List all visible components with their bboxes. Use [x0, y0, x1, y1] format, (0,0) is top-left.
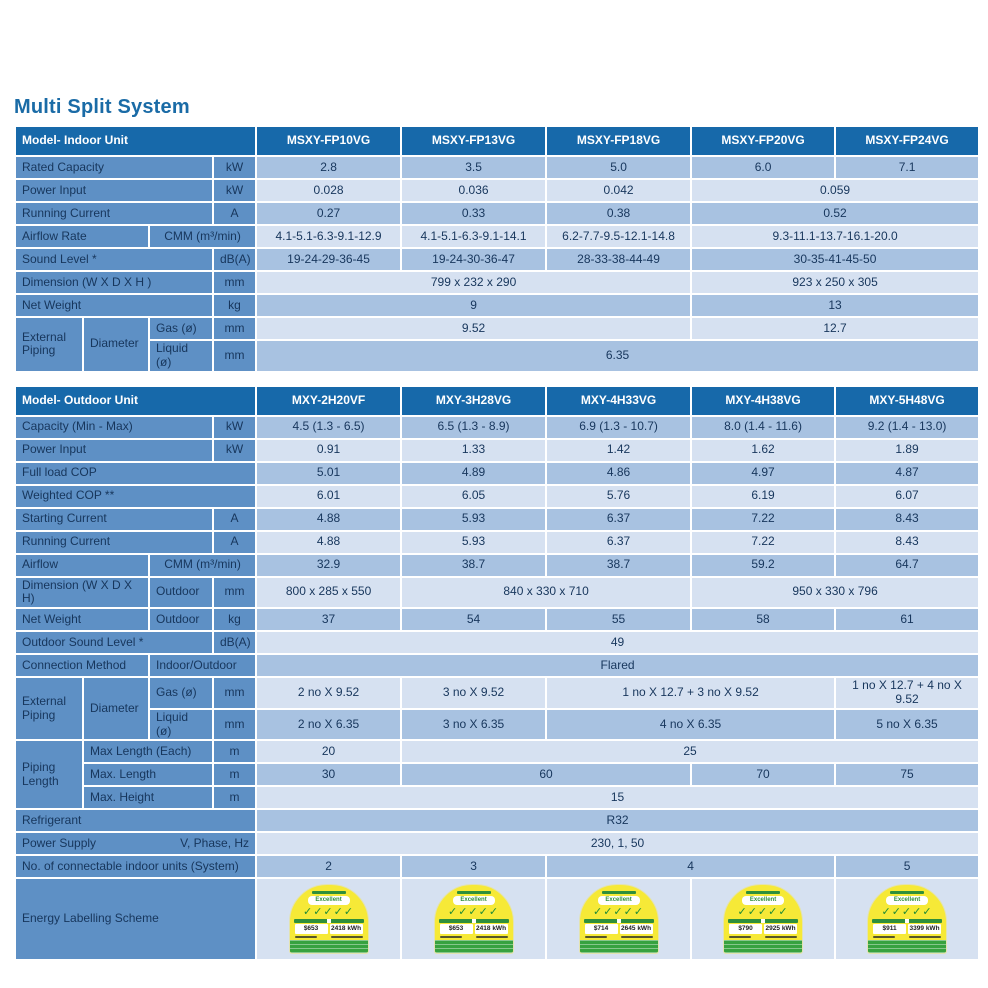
value-cell: 13	[691, 294, 979, 317]
row-label: Net Weight	[15, 608, 149, 631]
table-row	[15, 832, 979, 855]
value-cell: 20	[256, 740, 401, 763]
value-cell: 58	[691, 608, 835, 631]
value-cell: 9.52	[256, 317, 691, 340]
value-cell: 55	[546, 608, 691, 631]
table-row	[15, 809, 979, 832]
row-sub-label: Diameter	[83, 317, 149, 372]
indoor-model-header: MSXY-FP18VG	[546, 126, 691, 156]
table-row	[15, 439, 979, 462]
unit-label: m	[213, 763, 256, 786]
indoor-model-header: MSXY-FP13VG	[401, 126, 546, 156]
unit-label: kg	[213, 294, 256, 317]
energy-rating: Excellent	[453, 896, 495, 905]
row-label: Liquid (ø)	[149, 709, 213, 741]
table-row	[15, 225, 979, 248]
energy-scheme-header-bar	[746, 891, 780, 894]
energy-rating: Excellent	[742, 896, 784, 905]
unit-label: CMM (m³/min)	[149, 225, 256, 248]
energy-footer	[435, 940, 513, 953]
value-cell: 8.43	[835, 508, 979, 531]
value-cell: 6.37	[546, 531, 691, 554]
value-cell: 8.43	[835, 531, 979, 554]
value-cell: 3 no X 6.35	[401, 709, 546, 741]
row-label: Refrigerant	[15, 809, 256, 832]
table-row	[15, 654, 979, 677]
unit-label: mm	[213, 709, 256, 741]
value-cell: 4.1-5.1-6.3-9.1-14.1	[401, 225, 546, 248]
value-cell: 1.33	[401, 439, 546, 462]
energy-cost: $714	[585, 924, 618, 933]
checkmarks-icon: ✓✓✓✓✓	[593, 906, 645, 919]
value-cell: 0.028	[256, 179, 401, 202]
row-label: Gas (ø)	[149, 677, 213, 709]
value-cell: 70	[691, 763, 835, 786]
value-cell: 4.88	[256, 531, 401, 554]
table-row	[15, 340, 979, 372]
energy-label	[723, 884, 803, 954]
value-cell: 9	[256, 294, 691, 317]
energy-rating: Excellent	[886, 896, 928, 905]
energy-cost: $653	[440, 924, 473, 933]
value-cell: 6.2-7.7-9.5-12.1-14.8	[546, 225, 691, 248]
value-cell: 923 x 250 x 305	[691, 271, 979, 294]
value-cell: 6.9 (1.3 - 10.7)	[546, 416, 691, 439]
value-cell: 4.86	[546, 462, 691, 485]
unit-label: m	[213, 740, 256, 763]
value-cell: 12.7	[691, 317, 979, 340]
value-cell: 9.2 (1.4 - 13.0)	[835, 416, 979, 439]
value-cell: 59.2	[691, 554, 835, 577]
checkmarks-icon: ✓✓✓✓✓	[881, 906, 933, 919]
energy-scheme-header-bar	[312, 891, 346, 894]
value-cell: 60	[401, 763, 691, 786]
table-row	[15, 508, 979, 531]
value-cell: 5.01	[256, 462, 401, 485]
energy-fineprint	[729, 936, 797, 938]
energy-band	[728, 919, 798, 923]
table-row	[15, 608, 979, 631]
energy-scheme-header-bar	[602, 891, 636, 894]
value-cell: 30	[256, 763, 401, 786]
value-cell: 0.036	[401, 179, 546, 202]
outdoor-model-header: MXY-4H33VG	[546, 386, 691, 416]
value-cell: 6.01	[256, 485, 401, 508]
energy-band	[584, 919, 654, 923]
row-label: Running Current	[15, 531, 213, 554]
unit-label: m	[213, 786, 256, 809]
energy-footer	[290, 940, 368, 953]
value-cell: 1.62	[691, 439, 835, 462]
unit-label: dB(A)	[213, 631, 256, 654]
row-label: Connection Method	[15, 654, 149, 677]
value-cell: 0.042	[546, 179, 691, 202]
row-label: Sound Level *	[15, 248, 213, 271]
value-cell: 38.7	[546, 554, 691, 577]
row-group-label: External Piping	[15, 677, 83, 740]
unit-label: kW	[213, 156, 256, 179]
energy-band	[294, 919, 364, 923]
energy-consumption: 2645 kWh	[621, 925, 652, 933]
row-label: Energy Labelling Scheme	[15, 878, 256, 960]
row-label: Outdoor Sound Level *	[15, 631, 213, 654]
value-cell: 1 no X 12.7 + 4 no X 9.52	[835, 677, 979, 709]
table-row	[15, 554, 979, 577]
energy-rating: Excellent	[598, 896, 640, 905]
row-label: Liquid (ø)	[149, 340, 213, 372]
row-group-label: External Piping	[15, 317, 83, 372]
value-cell: 7.22	[691, 508, 835, 531]
energy-consumption: 2925 kWh	[765, 925, 796, 933]
value-cell: 38.7	[401, 554, 546, 577]
checkmarks-icon: ✓✓✓✓✓	[303, 906, 355, 919]
table-row	[15, 531, 979, 554]
value-cell: 5.0	[546, 156, 691, 179]
row-label: Net Weight	[15, 294, 213, 317]
outdoor-model-header: MXY-4H38VG	[691, 386, 835, 416]
table-row	[15, 855, 979, 878]
value-cell: 5.76	[546, 485, 691, 508]
table-row	[15, 317, 979, 340]
value-cell: 1.42	[546, 439, 691, 462]
unit-label: V, Phase, Hz	[180, 835, 250, 850]
unit-label: mm	[213, 577, 256, 609]
energy-label-cell	[256, 878, 401, 960]
outdoor-table-title: Model- Outdoor Unit	[15, 386, 256, 416]
unit-label: kW	[213, 416, 256, 439]
value-cell: 2 no X 6.35	[256, 709, 401, 741]
value-cell: Flared	[256, 654, 979, 677]
row-label: Power Input	[15, 179, 213, 202]
energy-footer	[580, 940, 658, 953]
value-cell: 5.93	[401, 531, 546, 554]
row-label: Rated Capacity	[15, 156, 213, 179]
value-cell: 6.05	[401, 485, 546, 508]
value-cell: 32.9	[256, 554, 401, 577]
unit-label: kW	[213, 179, 256, 202]
unit-label: mm	[213, 677, 256, 709]
indoor-model-header: MSXY-FP24VG	[835, 126, 979, 156]
value-cell: 230, 1, 50	[256, 832, 979, 855]
value-cell: 8.0 (1.4 - 11.6)	[691, 416, 835, 439]
row-label: Capacity (Min - Max)	[15, 416, 213, 439]
table-row	[15, 271, 979, 294]
energy-scheme-header-bar	[457, 891, 491, 894]
indoor-unit-table	[14, 125, 980, 373]
checkmarks-icon: ✓✓✓✓✓	[448, 906, 500, 919]
table-row	[15, 786, 979, 809]
row-label: Weighted COP **	[15, 485, 256, 508]
value-cell: 9.3-11.1-13.7-16.1-20.0	[691, 225, 979, 248]
row-group-label: Piping Length	[15, 740, 83, 809]
value-cell: 15	[256, 786, 979, 809]
unit-label: A	[213, 508, 256, 531]
row-label: Max. Height	[83, 786, 213, 809]
value-cell: 6.0	[691, 156, 835, 179]
energy-label-cell	[401, 878, 546, 960]
energy-fineprint	[440, 936, 508, 938]
value-cell: 7.1	[835, 156, 979, 179]
table-row	[15, 740, 979, 763]
row-label: Max Length (Each)	[83, 740, 213, 763]
energy-band	[872, 919, 942, 923]
indoor-model-header: MSXY-FP10VG	[256, 126, 401, 156]
unit-label: mm	[213, 317, 256, 340]
table-row	[15, 248, 979, 271]
unit-label: kg	[213, 608, 256, 631]
energy-cost: $653	[295, 924, 328, 933]
value-cell: 6.19	[691, 485, 835, 508]
value-cell: 28-33-38-44-49	[546, 248, 691, 271]
unit-label: dB(A)	[213, 248, 256, 271]
energy-label-row	[15, 878, 979, 960]
outdoor-header-row	[15, 386, 979, 416]
value-cell: 799 x 232 x 290	[256, 271, 691, 294]
table-row	[15, 577, 979, 609]
unit-label: CMM (m³/min)	[149, 554, 256, 577]
value-cell: 2.8	[256, 156, 401, 179]
value-cell: 6.07	[835, 485, 979, 508]
outdoor-model-header: MXY-3H28VG	[401, 386, 546, 416]
value-cell: 950 x 330 x 796	[691, 577, 979, 609]
row-label: Dimension (W X D X H)	[15, 577, 149, 609]
energy-band	[439, 919, 509, 923]
value-cell: 5	[835, 855, 979, 878]
value-cell: 3	[401, 855, 546, 878]
value-cell: 0.27	[256, 202, 401, 225]
row-label: Dimension (W X D X H )	[15, 271, 213, 294]
row-label: Power Input	[15, 439, 213, 462]
energy-label-cell	[691, 878, 835, 960]
value-cell: 4 no X 6.35	[546, 709, 835, 741]
table-row	[15, 763, 979, 786]
energy-label	[289, 884, 369, 954]
row-label: No. of connectable indoor units (System)	[15, 855, 256, 878]
energy-label-cell	[546, 878, 691, 960]
energy-rating: Excellent	[308, 896, 350, 905]
row-sub-label: Indoor/Outdoor	[149, 654, 256, 677]
energy-consumption: 2418 kWh	[331, 925, 362, 933]
value-cell: 0.52	[691, 202, 979, 225]
outdoor-model-header: MXY-2H20VF	[256, 386, 401, 416]
row-label: Airflow Rate	[15, 225, 149, 248]
row-label-text: Power Supply	[22, 835, 97, 850]
value-cell: R32	[256, 809, 979, 832]
row-label: Running Current	[15, 202, 213, 225]
value-cell: 1.89	[835, 439, 979, 462]
page-title: Multi Split System	[14, 96, 190, 118]
row-label: Starting Current	[15, 508, 213, 531]
table-row	[15, 485, 979, 508]
value-cell: 0.33	[401, 202, 546, 225]
energy-fineprint	[585, 936, 653, 938]
value-cell: 0.059	[691, 179, 979, 202]
value-cell: 54	[401, 608, 546, 631]
value-cell: 4.88	[256, 508, 401, 531]
energy-scheme-header-bar	[890, 891, 924, 894]
value-cell: 64.7	[835, 554, 979, 577]
energy-footer	[868, 940, 946, 953]
value-cell: 0.38	[546, 202, 691, 225]
value-cell: 2 no X 9.52	[256, 677, 401, 709]
energy-consumption: 2418 kWh	[476, 925, 507, 933]
table-row	[15, 156, 979, 179]
energy-cost: $911	[873, 924, 906, 933]
value-cell: 4.89	[401, 462, 546, 485]
value-cell: 5.93	[401, 508, 546, 531]
value-cell: 75	[835, 763, 979, 786]
unit-label: kW	[213, 439, 256, 462]
value-cell: 3.5	[401, 156, 546, 179]
value-cell: 19-24-30-36-47	[401, 248, 546, 271]
outdoor-unit-table	[14, 385, 980, 962]
value-cell: 37	[256, 608, 401, 631]
energy-label-cell	[835, 878, 979, 960]
row-label	[15, 832, 256, 855]
value-cell: 4.5 (1.3 - 6.5)	[256, 416, 401, 439]
row-sub-label: Diameter	[83, 677, 149, 740]
row-label: Max. Length	[83, 763, 213, 786]
value-cell: 7.22	[691, 531, 835, 554]
value-cell: 4.1-5.1-6.3-9.1-12.9	[256, 225, 401, 248]
value-cell: 6.5 (1.3 - 8.9)	[401, 416, 546, 439]
energy-label	[579, 884, 659, 954]
value-cell: 49	[256, 631, 979, 654]
row-sub-label: Outdoor	[149, 577, 213, 609]
unit-label: mm	[213, 271, 256, 294]
indoor-header-row	[15, 126, 979, 156]
energy-label	[867, 884, 947, 954]
table-row	[15, 294, 979, 317]
table-row	[15, 462, 979, 485]
indoor-table-title: Model- Indoor Unit	[15, 126, 256, 156]
value-cell: 6.37	[546, 508, 691, 531]
energy-footer	[724, 940, 802, 953]
table-row	[15, 202, 979, 225]
indoor-model-header: MSXY-FP20VG	[691, 126, 835, 156]
unit-label: mm	[213, 340, 256, 372]
table-row	[15, 709, 979, 741]
value-cell: 19-24-29-36-45	[256, 248, 401, 271]
energy-consumption: 3399 kWh	[909, 925, 940, 933]
value-cell: 61	[835, 608, 979, 631]
value-cell: 4.87	[835, 462, 979, 485]
value-cell: 2	[256, 855, 401, 878]
value-cell: 6.35	[256, 340, 979, 372]
unit-label: A	[213, 531, 256, 554]
value-cell: 4	[546, 855, 835, 878]
value-cell: 0.91	[256, 439, 401, 462]
table-row	[15, 677, 979, 709]
energy-fineprint	[873, 936, 941, 938]
value-cell: 30-35-41-45-50	[691, 248, 979, 271]
value-cell: 1 no X 12.7 + 3 no X 9.52	[546, 677, 835, 709]
row-label: Gas (ø)	[149, 317, 213, 340]
value-cell: 4.97	[691, 462, 835, 485]
table-row	[15, 179, 979, 202]
table-row	[15, 631, 979, 654]
row-sub-label: Outdoor	[149, 608, 213, 631]
energy-label	[434, 884, 514, 954]
energy-cost: $790	[729, 924, 762, 933]
value-cell: 840 x 330 x 710	[401, 577, 691, 609]
unit-label: A	[213, 202, 256, 225]
value-cell: 25	[401, 740, 979, 763]
value-cell: 5 no X 6.35	[835, 709, 979, 741]
row-label: Airflow	[15, 554, 149, 577]
checkmarks-icon: ✓✓✓✓✓	[737, 906, 789, 919]
value-cell: 800 x 285 x 550	[256, 577, 401, 609]
outdoor-model-header: MXY-5H48VG	[835, 386, 979, 416]
value-cell: 3 no X 9.52	[401, 677, 546, 709]
table-row	[15, 416, 979, 439]
row-label: Full load COP	[15, 462, 256, 485]
energy-fineprint	[295, 936, 363, 938]
